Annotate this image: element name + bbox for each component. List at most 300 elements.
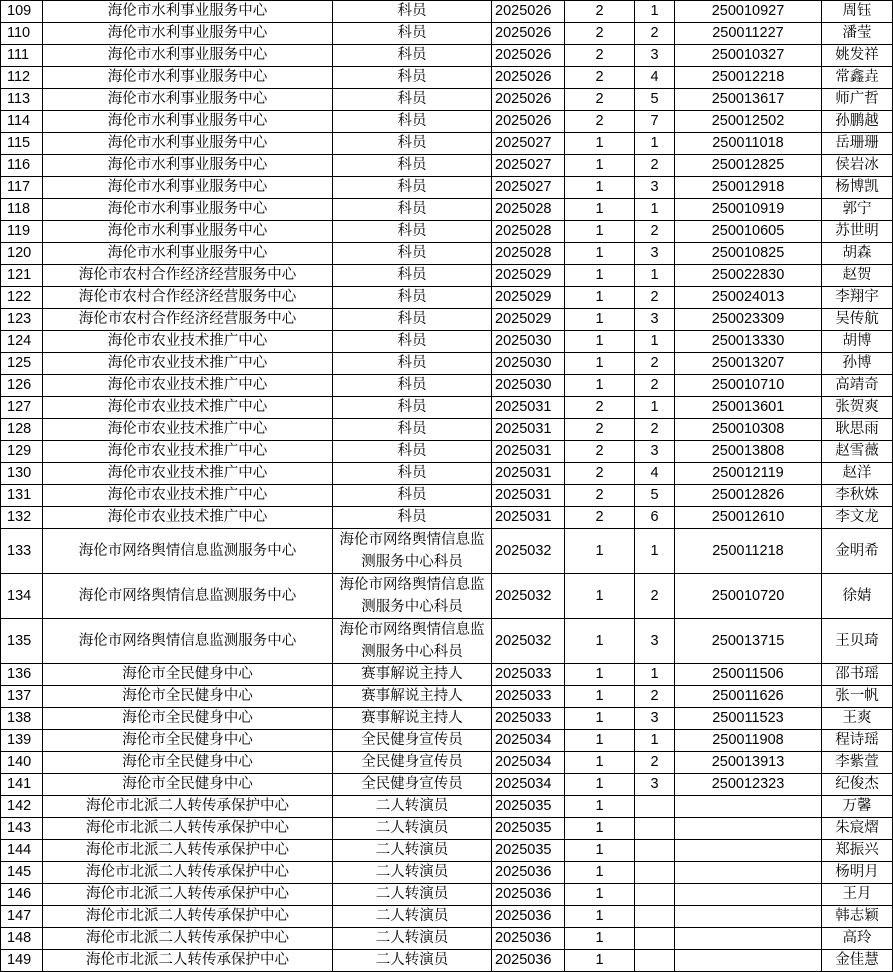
row-number-cell: 119 bbox=[1, 221, 43, 243]
exam-number-cell: 250011908 bbox=[675, 730, 822, 752]
name-cell: 高玲 bbox=[822, 928, 893, 950]
rank-cell: 2 bbox=[635, 155, 675, 177]
name-cell: 苏世明 bbox=[822, 221, 893, 243]
position-cell: 科员 bbox=[333, 23, 492, 45]
position-cell: 科员 bbox=[333, 199, 492, 221]
rank-cell: 3 bbox=[635, 309, 675, 331]
rank-cell: 1 bbox=[635, 730, 675, 752]
name-cell: 常鑫垚 bbox=[822, 67, 893, 89]
unit-cell: 海伦市水利事业服务中心 bbox=[43, 155, 333, 177]
name-cell: 胡森 bbox=[822, 243, 893, 265]
table-row bbox=[1, 67, 893, 89]
name-cell: 孙鹏越 bbox=[822, 111, 893, 133]
quota-cell: 1 bbox=[565, 862, 635, 884]
table-row bbox=[1, 574, 893, 619]
position-cell: 二人转演员 bbox=[333, 840, 492, 862]
table-row bbox=[1, 287, 893, 309]
position-cell: 科员 bbox=[333, 221, 492, 243]
name-cell: 韩志颖 bbox=[822, 906, 893, 928]
rank-cell bbox=[635, 906, 675, 928]
quota-cell: 2 bbox=[565, 111, 635, 133]
exam-number-cell bbox=[675, 796, 822, 818]
row-number-cell: 145 bbox=[1, 862, 43, 884]
row-number-cell: 128 bbox=[1, 419, 43, 441]
rank-cell bbox=[635, 884, 675, 906]
name-cell: 李紫萱 bbox=[822, 752, 893, 774]
quota-cell: 1 bbox=[565, 243, 635, 265]
position-code-cell: 2025026 bbox=[492, 23, 565, 45]
position-code-cell: 2025031 bbox=[492, 485, 565, 507]
unit-cell: 海伦市农村合作经济经营服务中心 bbox=[43, 287, 333, 309]
table-row bbox=[1, 796, 893, 818]
row-number-cell: 136 bbox=[1, 664, 43, 686]
quota-cell: 2 bbox=[565, 45, 635, 67]
table-row bbox=[1, 23, 893, 45]
table-row bbox=[1, 177, 893, 199]
exam-number-cell: 250013330 bbox=[675, 331, 822, 353]
row-number-cell: 112 bbox=[1, 67, 43, 89]
exam-number-cell: 250010825 bbox=[675, 243, 822, 265]
exam-number-cell: 250012918 bbox=[675, 177, 822, 199]
row-number-cell: 134 bbox=[1, 574, 43, 619]
rank-cell: 1 bbox=[635, 265, 675, 287]
row-number-cell: 143 bbox=[1, 818, 43, 840]
table-row bbox=[1, 111, 893, 133]
table-row bbox=[1, 155, 893, 177]
position-cell: 二人转演员 bbox=[333, 950, 492, 972]
name-cell: 郭宁 bbox=[822, 199, 893, 221]
position-cell: 科员 bbox=[333, 397, 492, 419]
name-cell: 岳珊珊 bbox=[822, 133, 893, 155]
position-cell: 科员 bbox=[333, 177, 492, 199]
position-code-cell: 2025034 bbox=[492, 774, 565, 796]
position-code-cell: 2025031 bbox=[492, 463, 565, 485]
quota-cell: 1 bbox=[565, 796, 635, 818]
position-code-cell: 2025029 bbox=[492, 265, 565, 287]
exam-number-cell: 250012825 bbox=[675, 155, 822, 177]
exam-number-cell: 250013715 bbox=[675, 619, 822, 664]
exam-number-cell: 250022830 bbox=[675, 265, 822, 287]
name-cell: 李秋姝 bbox=[822, 485, 893, 507]
rank-cell: 2 bbox=[635, 375, 675, 397]
unit-cell: 海伦市北派二人转传承保护中心 bbox=[43, 818, 333, 840]
name-cell: 杨博凯 bbox=[822, 177, 893, 199]
exam-number-cell: 250010720 bbox=[675, 574, 822, 619]
quota-cell: 1 bbox=[565, 574, 635, 619]
position-code-cell: 2025028 bbox=[492, 199, 565, 221]
unit-cell: 海伦市农业技术推广中心 bbox=[43, 375, 333, 397]
quota-cell: 1 bbox=[565, 774, 635, 796]
quota-cell: 1 bbox=[565, 840, 635, 862]
position-code-cell: 2025036 bbox=[492, 950, 565, 972]
exam-number-cell: 250012323 bbox=[675, 774, 822, 796]
rank-cell: 3 bbox=[635, 45, 675, 67]
unit-cell: 海伦市农业技术推广中心 bbox=[43, 441, 333, 463]
quota-cell: 1 bbox=[565, 884, 635, 906]
quota-cell: 1 bbox=[565, 529, 635, 574]
rank-cell: 2 bbox=[635, 23, 675, 45]
unit-cell: 海伦市北派二人转传承保护中心 bbox=[43, 950, 333, 972]
position-cell: 科员 bbox=[333, 287, 492, 309]
exam-number-cell: 250013601 bbox=[675, 397, 822, 419]
position-cell: 赛事解说主持人 bbox=[333, 664, 492, 686]
table-row bbox=[1, 619, 893, 664]
table-row bbox=[1, 529, 893, 574]
quota-cell: 1 bbox=[565, 177, 635, 199]
table-row bbox=[1, 664, 893, 686]
name-cell: 王爽 bbox=[822, 708, 893, 730]
unit-cell: 海伦市水利事业服务中心 bbox=[43, 133, 333, 155]
exam-number-cell: 250010308 bbox=[675, 419, 822, 441]
exam-number-cell bbox=[675, 906, 822, 928]
exam-number-cell: 250012826 bbox=[675, 485, 822, 507]
unit-cell: 海伦市农业技术推广中心 bbox=[43, 507, 333, 529]
quota-cell: 1 bbox=[565, 906, 635, 928]
row-number-cell: 110 bbox=[1, 23, 43, 45]
row-number-cell: 122 bbox=[1, 287, 43, 309]
row-number-cell: 109 bbox=[1, 1, 43, 23]
table-row bbox=[1, 265, 893, 287]
position-cell: 二人转演员 bbox=[333, 862, 492, 884]
position-cell: 科员 bbox=[333, 441, 492, 463]
exam-number-cell bbox=[675, 950, 822, 972]
rank-cell: 2 bbox=[635, 353, 675, 375]
position-code-cell: 2025035 bbox=[492, 796, 565, 818]
position-cell: 科员 bbox=[333, 485, 492, 507]
position-cell: 科员 bbox=[333, 375, 492, 397]
position-cell: 科员 bbox=[333, 89, 492, 111]
table-row bbox=[1, 950, 893, 972]
unit-cell: 海伦市农业技术推广中心 bbox=[43, 419, 333, 441]
quota-cell: 1 bbox=[565, 664, 635, 686]
position-code-cell: 2025030 bbox=[492, 331, 565, 353]
position-cell: 科员 bbox=[333, 67, 492, 89]
quota-cell: 1 bbox=[565, 331, 635, 353]
unit-cell: 海伦市水利事业服务中心 bbox=[43, 23, 333, 45]
rank-cell bbox=[635, 950, 675, 972]
unit-cell: 海伦市北派二人转传承保护中心 bbox=[43, 884, 333, 906]
unit-cell: 海伦市全民健身中心 bbox=[43, 730, 333, 752]
quota-cell: 1 bbox=[565, 818, 635, 840]
rank-cell: 7 bbox=[635, 111, 675, 133]
position-cell: 全民健身宣传员 bbox=[333, 774, 492, 796]
row-number-cell: 130 bbox=[1, 463, 43, 485]
name-cell: 赵雪薇 bbox=[822, 441, 893, 463]
table-row bbox=[1, 774, 893, 796]
position-cell: 科员 bbox=[333, 45, 492, 67]
table-row bbox=[1, 353, 893, 375]
row-number-cell: 137 bbox=[1, 686, 43, 708]
position-code-cell: 2025034 bbox=[492, 752, 565, 774]
exam-number-cell: 250010927 bbox=[675, 1, 822, 23]
exam-number-cell: 250011523 bbox=[675, 708, 822, 730]
position-code-cell: 2025027 bbox=[492, 177, 565, 199]
name-cell: 纪俊杰 bbox=[822, 774, 893, 796]
rank-cell: 3 bbox=[635, 441, 675, 463]
row-number-cell: 115 bbox=[1, 133, 43, 155]
position-code-cell: 2025032 bbox=[492, 529, 565, 574]
unit-cell: 海伦市水利事业服务中心 bbox=[43, 177, 333, 199]
table-row bbox=[1, 1, 893, 23]
exam-number-cell: 250011227 bbox=[675, 23, 822, 45]
quota-cell: 1 bbox=[565, 708, 635, 730]
position-code-cell: 2025035 bbox=[492, 840, 565, 862]
table-row bbox=[1, 375, 893, 397]
position-code-cell: 2025030 bbox=[492, 375, 565, 397]
rank-cell: 2 bbox=[635, 419, 675, 441]
table-row bbox=[1, 840, 893, 862]
exam-number-cell: 250010710 bbox=[675, 375, 822, 397]
quota-cell: 2 bbox=[565, 89, 635, 111]
position-code-cell: 2025030 bbox=[492, 353, 565, 375]
name-cell: 侯岩冰 bbox=[822, 155, 893, 177]
row-number-cell: 132 bbox=[1, 507, 43, 529]
table-row bbox=[1, 818, 893, 840]
rank-cell: 3 bbox=[635, 243, 675, 265]
name-cell: 金明希 bbox=[822, 529, 893, 574]
unit-cell: 海伦市水利事业服务中心 bbox=[43, 199, 333, 221]
position-cell: 海伦市网络舆情信息监测服务中心科员 bbox=[333, 619, 492, 664]
name-cell: 郑振兴 bbox=[822, 840, 893, 862]
position-cell: 二人转演员 bbox=[333, 906, 492, 928]
quota-cell: 2 bbox=[565, 463, 635, 485]
row-number-cell: 133 bbox=[1, 529, 43, 574]
row-number-cell: 123 bbox=[1, 309, 43, 331]
unit-cell: 海伦市北派二人转传承保护中心 bbox=[43, 906, 333, 928]
row-number-cell: 111 bbox=[1, 45, 43, 67]
position-cell: 科员 bbox=[333, 507, 492, 529]
row-number-cell: 131 bbox=[1, 485, 43, 507]
rank-cell: 2 bbox=[635, 287, 675, 309]
position-code-cell: 2025026 bbox=[492, 1, 565, 23]
exam-number-cell bbox=[675, 818, 822, 840]
name-cell: 李翔宇 bbox=[822, 287, 893, 309]
row-number-cell: 146 bbox=[1, 884, 43, 906]
table-row bbox=[1, 906, 893, 928]
table-row bbox=[1, 862, 893, 884]
unit-cell: 海伦市水利事业服务中心 bbox=[43, 67, 333, 89]
exam-number-cell: 250013913 bbox=[675, 752, 822, 774]
quota-cell: 1 bbox=[565, 221, 635, 243]
quota-cell: 1 bbox=[565, 155, 635, 177]
exam-number-cell: 250013207 bbox=[675, 353, 822, 375]
position-code-cell: 2025026 bbox=[492, 89, 565, 111]
rank-cell bbox=[635, 840, 675, 862]
name-cell: 潘莹 bbox=[822, 23, 893, 45]
exam-number-cell bbox=[675, 862, 822, 884]
quota-cell: 1 bbox=[565, 133, 635, 155]
position-cell: 科员 bbox=[333, 419, 492, 441]
position-cell: 海伦市网络舆情信息监测服务中心科员 bbox=[333, 574, 492, 619]
position-code-cell: 2025029 bbox=[492, 287, 565, 309]
position-code-cell: 2025032 bbox=[492, 619, 565, 664]
name-cell: 李文龙 bbox=[822, 507, 893, 529]
unit-cell: 海伦市全民健身中心 bbox=[43, 752, 333, 774]
name-cell: 高靖奇 bbox=[822, 375, 893, 397]
position-code-cell: 2025031 bbox=[492, 419, 565, 441]
row-number-cell: 144 bbox=[1, 840, 43, 862]
exam-number-cell: 250013617 bbox=[675, 89, 822, 111]
exam-number-cell bbox=[675, 840, 822, 862]
position-cell: 科员 bbox=[333, 111, 492, 133]
quota-cell: 1 bbox=[565, 686, 635, 708]
rank-cell: 6 bbox=[635, 507, 675, 529]
position-code-cell: 2025031 bbox=[492, 507, 565, 529]
exam-number-cell: 250011506 bbox=[675, 664, 822, 686]
table-row bbox=[1, 441, 893, 463]
quota-cell: 1 bbox=[565, 265, 635, 287]
unit-cell: 海伦市网络舆情信息监测服务中心 bbox=[43, 529, 333, 574]
name-cell: 赵贺 bbox=[822, 265, 893, 287]
name-cell: 杨明月 bbox=[822, 862, 893, 884]
exam-number-cell: 250023309 bbox=[675, 309, 822, 331]
table-row bbox=[1, 221, 893, 243]
row-number-cell: 129 bbox=[1, 441, 43, 463]
name-cell: 金佳慧 bbox=[822, 950, 893, 972]
position-code-cell: 2025033 bbox=[492, 664, 565, 686]
name-cell: 张贺爽 bbox=[822, 397, 893, 419]
row-number-cell: 120 bbox=[1, 243, 43, 265]
name-cell: 周钰 bbox=[822, 1, 893, 23]
table-row bbox=[1, 397, 893, 419]
name-cell: 姚发祥 bbox=[822, 45, 893, 67]
position-code-cell: 2025036 bbox=[492, 884, 565, 906]
table-row bbox=[1, 507, 893, 529]
rank-cell: 1 bbox=[635, 664, 675, 686]
unit-cell: 海伦市北派二人转传承保护中心 bbox=[43, 862, 333, 884]
position-code-cell: 2025027 bbox=[492, 133, 565, 155]
unit-cell: 海伦市全民健身中心 bbox=[43, 686, 333, 708]
rank-cell: 2 bbox=[635, 686, 675, 708]
table-row bbox=[1, 309, 893, 331]
position-cell: 全民健身宣传员 bbox=[333, 752, 492, 774]
row-number-cell: 124 bbox=[1, 331, 43, 353]
quota-cell: 1 bbox=[565, 752, 635, 774]
name-cell: 赵洋 bbox=[822, 463, 893, 485]
position-cell: 科员 bbox=[333, 331, 492, 353]
position-code-cell: 2025034 bbox=[492, 730, 565, 752]
name-cell: 耿思雨 bbox=[822, 419, 893, 441]
rank-cell: 1 bbox=[635, 529, 675, 574]
exam-number-cell: 250012502 bbox=[675, 111, 822, 133]
position-cell: 二人转演员 bbox=[333, 928, 492, 950]
exam-number-cell: 250013808 bbox=[675, 441, 822, 463]
name-cell: 王月 bbox=[822, 884, 893, 906]
exam-number-cell bbox=[675, 928, 822, 950]
position-code-cell: 2025033 bbox=[492, 686, 565, 708]
quota-cell: 2 bbox=[565, 67, 635, 89]
name-cell: 胡博 bbox=[822, 331, 893, 353]
rank-cell bbox=[635, 928, 675, 950]
quota-cell: 1 bbox=[565, 950, 635, 972]
quota-cell: 2 bbox=[565, 23, 635, 45]
unit-cell: 海伦市水利事业服务中心 bbox=[43, 111, 333, 133]
row-number-cell: 113 bbox=[1, 89, 43, 111]
exam-number-cell: 250011018 bbox=[675, 133, 822, 155]
position-cell: 赛事解说主持人 bbox=[333, 686, 492, 708]
table-row bbox=[1, 708, 893, 730]
table-row bbox=[1, 730, 893, 752]
rank-cell: 1 bbox=[635, 1, 675, 23]
position-cell: 科员 bbox=[333, 133, 492, 155]
row-number-cell: 125 bbox=[1, 353, 43, 375]
quota-cell: 1 bbox=[565, 928, 635, 950]
row-number-cell: 141 bbox=[1, 774, 43, 796]
table-row bbox=[1, 45, 893, 67]
unit-cell: 海伦市水利事业服务中心 bbox=[43, 243, 333, 265]
quota-cell: 2 bbox=[565, 441, 635, 463]
unit-cell: 海伦市农业技术推广中心 bbox=[43, 331, 333, 353]
position-cell: 科员 bbox=[333, 265, 492, 287]
quota-cell: 2 bbox=[565, 419, 635, 441]
exam-number-cell: 250012119 bbox=[675, 463, 822, 485]
rank-cell: 1 bbox=[635, 397, 675, 419]
unit-cell: 海伦市全民健身中心 bbox=[43, 708, 333, 730]
name-cell: 邵书瑶 bbox=[822, 664, 893, 686]
table-row bbox=[1, 199, 893, 221]
rank-cell: 5 bbox=[635, 89, 675, 111]
unit-cell: 海伦市农业技术推广中心 bbox=[43, 485, 333, 507]
position-cell: 科员 bbox=[333, 309, 492, 331]
unit-cell: 海伦市北派二人转传承保护中心 bbox=[43, 928, 333, 950]
rank-cell: 1 bbox=[635, 199, 675, 221]
exam-number-cell bbox=[675, 884, 822, 906]
name-cell: 吴传航 bbox=[822, 309, 893, 331]
position-cell: 二人转演员 bbox=[333, 884, 492, 906]
unit-cell: 海伦市网络舆情信息监测服务中心 bbox=[43, 619, 333, 664]
table-row bbox=[1, 89, 893, 111]
name-cell: 王贝琦 bbox=[822, 619, 893, 664]
rank-cell: 3 bbox=[635, 619, 675, 664]
position-cell: 科员 bbox=[333, 243, 492, 265]
position-code-cell: 2025028 bbox=[492, 221, 565, 243]
exam-number-cell: 250010327 bbox=[675, 45, 822, 67]
rank-cell: 2 bbox=[635, 221, 675, 243]
unit-cell: 海伦市全民健身中心 bbox=[43, 664, 333, 686]
position-code-cell: 2025028 bbox=[492, 243, 565, 265]
quota-cell: 1 bbox=[565, 730, 635, 752]
exam-number-cell: 250012610 bbox=[675, 507, 822, 529]
exam-number-cell: 250024013 bbox=[675, 287, 822, 309]
name-cell: 徐婧 bbox=[822, 574, 893, 619]
unit-cell: 海伦市水利事业服务中心 bbox=[43, 1, 333, 23]
quota-cell: 2 bbox=[565, 1, 635, 23]
row-number-cell: 118 bbox=[1, 199, 43, 221]
name-cell: 师广哲 bbox=[822, 89, 893, 111]
quota-cell: 1 bbox=[565, 199, 635, 221]
exam-number-cell: 250012218 bbox=[675, 67, 822, 89]
row-number-cell: 121 bbox=[1, 265, 43, 287]
position-code-cell: 2025031 bbox=[492, 441, 565, 463]
name-cell: 万馨 bbox=[822, 796, 893, 818]
position-code-cell: 2025033 bbox=[492, 708, 565, 730]
unit-cell: 海伦市水利事业服务中心 bbox=[43, 221, 333, 243]
exam-number-cell: 250011626 bbox=[675, 686, 822, 708]
table-body bbox=[1, 1, 893, 972]
table-row bbox=[1, 752, 893, 774]
unit-cell: 海伦市农村合作经济经营服务中心 bbox=[43, 265, 333, 287]
rank-cell: 5 bbox=[635, 485, 675, 507]
row-number-cell: 114 bbox=[1, 111, 43, 133]
unit-cell: 海伦市全民健身中心 bbox=[43, 774, 333, 796]
quota-cell: 2 bbox=[565, 485, 635, 507]
table-row bbox=[1, 463, 893, 485]
row-number-cell: 126 bbox=[1, 375, 43, 397]
rank-cell: 1 bbox=[635, 133, 675, 155]
position-code-cell: 2025032 bbox=[492, 574, 565, 619]
rank-cell: 2 bbox=[635, 574, 675, 619]
rank-cell bbox=[635, 818, 675, 840]
